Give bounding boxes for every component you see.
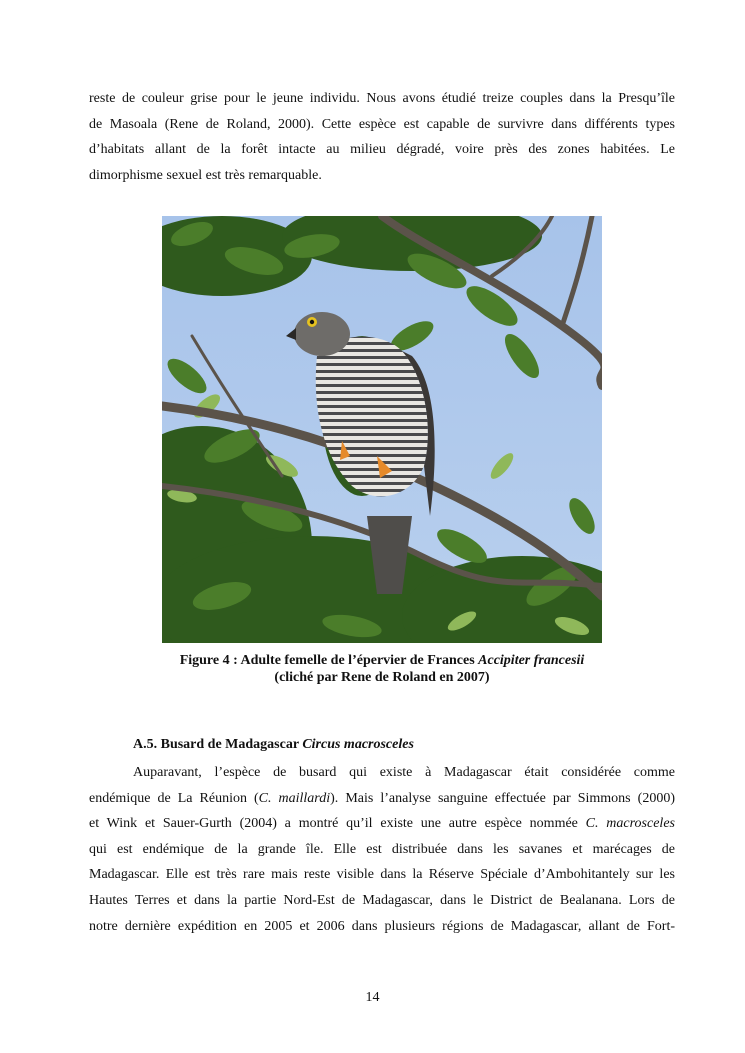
paragraph-habitat (89, 86, 675, 188)
text-line: Madagascar. Elle est très rare mais reste visible dans la Réserve Spéciale d’Ambohitantely sur les (89, 867, 675, 883)
text-line-content: Auparavant, l’espèce de busard qui existe à Madagascar était considérée comme (133, 765, 675, 780)
text-line (89, 811, 675, 837)
text-segment: et Wink et Sauer-Gurth (2004) a montré qu’il existe une autre espèce nommée (89, 816, 586, 832)
caption-species: Accipiter francesii (478, 653, 585, 668)
page-number: 14 (365, 990, 380, 1005)
species-name: C. maillardi (258, 790, 331, 806)
figure-caption (89, 652, 675, 686)
caption-credit: (cliché par Rene de Roland en 2007) (274, 670, 490, 685)
text-line: qui est endémique de la grande île. Elle est distribuée dans les savanes et marécages de (89, 841, 675, 857)
text-line: Hautes Terres et dans la partie Nord-Est de Madagascar, dans le District de Bealanana. Lors de (89, 892, 675, 908)
text-line: de Masoala (Rene de Roland, 2000). Cette espèce est capable de survivre dans différents types (89, 116, 675, 132)
caption-text: Figure 4 : Adulte femelle de l’épervier de Frances (179, 653, 479, 668)
text-line: reste de couleur grise pour le jeune individu. Nous avons étudié treize couples dans la Presqu’île (89, 91, 675, 106)
text-line: d’habitats allant de la forêt intacte au milieu dégradé, voire près des zones habitées. Le (89, 142, 675, 158)
section-heading (133, 737, 414, 753)
text-line (89, 760, 675, 786)
species-name: C. macrosceles (585, 816, 675, 832)
heading-species: Circus macrosceles (302, 737, 414, 752)
bird-photo (162, 216, 602, 643)
heading-text: A.5. Busard de Madagascar (133, 737, 303, 752)
text-line: notre dernière expédition en 2005 et 2006 dans plusieurs régions de Madagascar, allant de Fort- (89, 918, 675, 934)
text-line (89, 786, 675, 812)
paragraph-busard (89, 760, 675, 939)
text-line: dimorphisme sexuel est très remarquable. (89, 167, 322, 183)
text-segment: ). Mais l’analyse sanguine effectuée par Simmons (2000) (330, 790, 675, 806)
text-segment: endémique de La Réunion ( (89, 790, 259, 806)
